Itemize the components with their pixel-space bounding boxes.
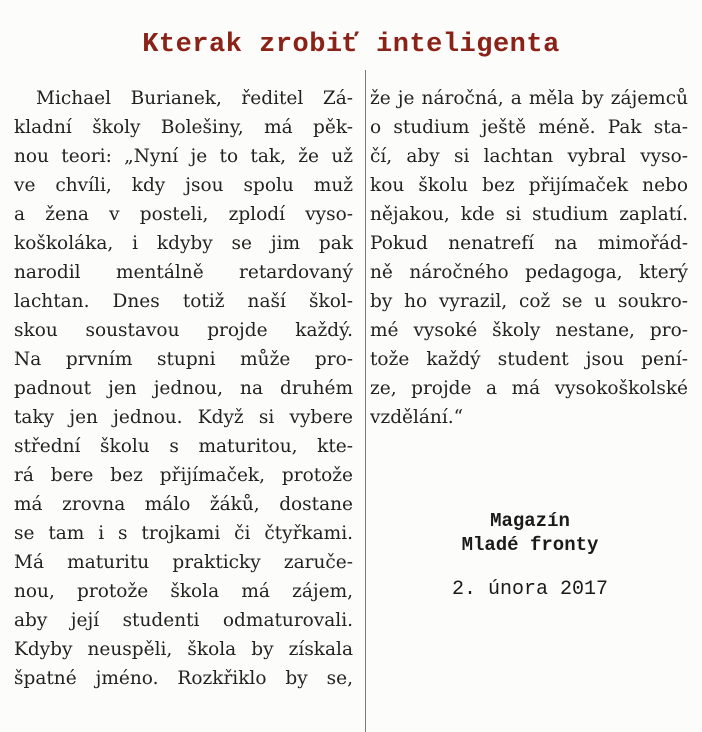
text-line: Michael Burianek, ředitel Zá- bbox=[36, 88, 353, 109]
text-line: kou školu bez přijímaček nebo bbox=[370, 175, 688, 196]
text-line: mé vysoké školy nestane, pro- bbox=[370, 320, 688, 341]
text-line: lachtan. Dnes totiž naší škol- bbox=[14, 291, 353, 312]
text-line: čí, aby si lachtan vybral vyso- bbox=[370, 146, 688, 167]
text-line: narodil mentálně retardovaný bbox=[14, 262, 353, 283]
source-date: 2. února 2017 bbox=[451, 578, 609, 601]
text-line: vzdělání.“ bbox=[370, 407, 464, 428]
text-line: ně náročného pedagoga, který bbox=[370, 262, 688, 283]
text-line: se tam i s trojkami či čtyřkami. bbox=[14, 523, 353, 544]
text-line: padnout jen jednou, na druhém bbox=[14, 378, 353, 399]
source-publication-line1: Magazín bbox=[490, 510, 570, 532]
text-line: skou soustavou projde každý. bbox=[14, 320, 353, 341]
text-line: Na prvním stupni může pro- bbox=[14, 349, 353, 370]
text-line: by ho vyrazil, což se u soukro- bbox=[370, 291, 688, 312]
text-line: ze, projde a má vysokoškolské bbox=[370, 378, 688, 399]
column-divider bbox=[365, 70, 366, 732]
article-title: Kterak zrobiť inteligenta bbox=[142, 30, 560, 60]
source-publication-line2: Mladé fronty bbox=[461, 534, 599, 556]
text-line: nou teori: „Nyní je to tak, že už bbox=[14, 146, 353, 167]
text-line: Pokud nenatrefí na mimořád- bbox=[370, 233, 688, 254]
text-line: střední školu s maturitou, kte- bbox=[14, 436, 353, 457]
text-line: že je náročná, a měla by zájemců bbox=[370, 88, 688, 109]
text-line: kladní školy Bolešiny, má pěk- bbox=[14, 117, 353, 138]
text-line: rá bere bez přijímaček, protože bbox=[14, 465, 353, 486]
text-line: špatné jméno. Rozkřiklo by se, bbox=[14, 668, 353, 689]
text-line: nou, protože škola má zájem, bbox=[14, 581, 353, 602]
text-line: taky jen jednou. Když si vybere bbox=[14, 407, 353, 428]
text-line: tože každý student jsou pení- bbox=[370, 349, 688, 370]
text-line: nějakou, kde si studium zaplatí. bbox=[370, 204, 688, 225]
text-line: a žena v posteli, zplodí vyso- bbox=[14, 204, 353, 225]
text-line: aby její studenti odmaturovali. bbox=[14, 610, 353, 631]
text-line: ve chvíli, kdy jsou spolu muž bbox=[14, 175, 353, 196]
text-line: má zrovna málo žáků, dostane bbox=[14, 494, 353, 515]
text-line: Má maturitu prakticky zaruče- bbox=[14, 552, 353, 573]
right-text-column bbox=[370, 84, 688, 432]
left-text-column bbox=[14, 84, 353, 693]
text-line: o studium ještě méně. Pak sta- bbox=[370, 117, 688, 138]
text-line: koškoláka, i kdyby se jim pak bbox=[14, 233, 353, 254]
text-line: Kdyby neuspěli, škola by získala bbox=[14, 639, 353, 660]
